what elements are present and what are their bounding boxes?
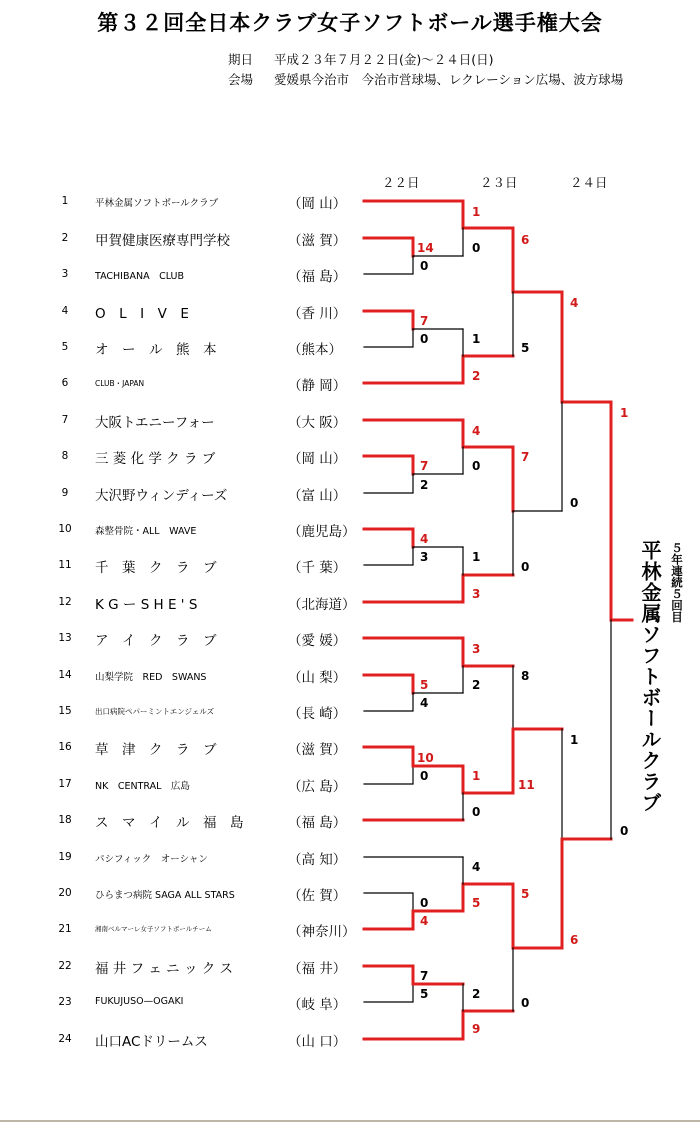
- score-loser: 0: [521, 996, 530, 1010]
- team-name: 福 井 フ ェ ニ ッ ク ス: [95, 961, 234, 977]
- team-name: TACHIBANA CLUB: [95, 271, 185, 282]
- team-number: 18: [58, 814, 72, 826]
- bracket-line: [463, 766, 513, 793]
- venue-label: 会場: [228, 72, 254, 87]
- score-winner: 7: [420, 459, 429, 473]
- score-loser: 1: [472, 550, 481, 564]
- team-prefecture: （福 井）: [288, 961, 347, 977]
- team-number: 9: [61, 487, 69, 499]
- score-winner: 5: [521, 887, 530, 901]
- team-prefecture: （岡 山）: [288, 196, 347, 212]
- score-loser: 5: [420, 987, 429, 1001]
- score-winner: 1: [472, 205, 481, 219]
- bracket-line: [364, 893, 413, 911]
- team-name: 大沢野ウィンディーズ: [95, 488, 228, 504]
- score-winner: 7: [420, 969, 429, 983]
- team-number: 2: [61, 232, 69, 244]
- team-number: 15: [58, 705, 72, 717]
- day-header-24: ２４日: [570, 175, 608, 190]
- bottom-rule: [0, 1120, 700, 1122]
- bracket-line: [463, 356, 513, 383]
- team-number: 1: [61, 195, 69, 207]
- score-winner: 11: [518, 778, 535, 792]
- team-number: 11: [58, 559, 72, 571]
- team-number: 24: [58, 1033, 72, 1045]
- score-winner: 3: [472, 587, 481, 601]
- bracket-line: [463, 420, 513, 447]
- team-name: ひらまつ病院 SAGA ALL STARS: [95, 890, 235, 901]
- team-number: 10: [58, 523, 72, 535]
- score-loser: 4: [472, 860, 481, 874]
- score-winner: 4: [420, 914, 429, 928]
- bracket-line: [463, 1011, 513, 1039]
- team-prefecture: （滋 賀）: [288, 742, 347, 758]
- score-winner: 6: [521, 233, 530, 247]
- team-prefecture: （高 知）: [288, 852, 347, 868]
- tournament-title: 第３２回全日本クラブ女子ソフトボール選手権大会: [97, 10, 603, 35]
- score-winner: 5: [472, 896, 481, 910]
- team-prefecture: （千 葉）: [288, 560, 347, 576]
- score-loser: 0: [420, 259, 429, 273]
- day-header-23: ２３日: [480, 175, 518, 190]
- bracket-line: [364, 547, 413, 565]
- team-number: 23: [58, 996, 72, 1008]
- score-loser: 4: [420, 696, 429, 710]
- team-name: ア イ ク ラ ブ: [95, 633, 217, 649]
- bracket-line: [463, 201, 513, 228]
- bracket-line: [463, 575, 513, 602]
- score-winner: 14: [417, 241, 434, 255]
- team-name: 甲賀健康医療専門学校: [95, 233, 230, 249]
- team-prefecture: （佐 賀）: [288, 888, 347, 904]
- day-header-22: ２２日: [382, 175, 420, 190]
- bracket-line: [364, 456, 413, 474]
- score-loser: 2: [420, 478, 429, 492]
- score-winner: 7: [420, 314, 429, 328]
- team-prefecture: （長 崎）: [288, 706, 347, 722]
- team-name: 山梨学院 RED SWANS: [95, 672, 207, 683]
- score-winner: 4: [420, 532, 429, 546]
- team-prefecture: （大 阪）: [288, 415, 347, 431]
- team-number: 5: [61, 341, 69, 353]
- score-loser: 0: [420, 332, 429, 346]
- score-loser: 8: [521, 669, 530, 683]
- team-prefecture: （岐 阜）: [288, 997, 347, 1013]
- team-number: 20: [58, 887, 72, 899]
- team-name: 三 菱 化 学 ク ラ ブ: [95, 451, 216, 467]
- bracket-line: [463, 638, 513, 666]
- team-number: 6: [61, 377, 69, 389]
- score-winner: 1: [472, 769, 481, 783]
- score-loser: 0: [472, 459, 481, 473]
- champion-name: 平林金属ソフトボールクラブ: [638, 540, 662, 813]
- team-name: K G ー S H E ' S: [95, 597, 198, 613]
- bracket-line: [364, 329, 413, 347]
- team-number: 7: [61, 414, 69, 426]
- score-loser: 0: [472, 805, 481, 819]
- bracket-line: [611, 402, 632, 620]
- score-loser: 0: [420, 769, 429, 783]
- date-value: 平成２３年７月２２日(金)～２４日(日): [274, 52, 494, 67]
- score-loser: 0: [570, 496, 579, 510]
- score-winner: 4: [570, 296, 579, 310]
- team-name: 山口ACドリームス: [95, 1034, 208, 1050]
- team-number: 3: [61, 268, 69, 280]
- team-number: 12: [58, 596, 72, 608]
- score-loser: 2: [472, 987, 481, 1001]
- score-loser: 0: [620, 824, 629, 838]
- team-prefecture: （富 山）: [288, 488, 347, 504]
- team-prefecture: （熊本）: [288, 342, 342, 358]
- score-loser: 5: [521, 341, 530, 355]
- team-number: 8: [61, 450, 69, 462]
- team-number: 4: [61, 305, 69, 317]
- bracket-line: [364, 675, 413, 693]
- score-winner: 7: [521, 450, 530, 464]
- team-name: O L I V E: [95, 306, 189, 322]
- score-loser: 1: [472, 332, 481, 346]
- score-winner: 4: [472, 424, 481, 438]
- team-name: 森整骨院・ALL WAVE: [95, 526, 197, 537]
- champion-note: ５年連続５回目: [670, 542, 684, 623]
- venue-value: 愛媛県今治市 今治市営球場、レクレーション広場、波方球場: [274, 72, 624, 87]
- bracket-line: [364, 238, 413, 256]
- team-name: 平林金属ソフトボールクラブ: [95, 198, 219, 209]
- team-prefecture: （北海道）: [288, 597, 356, 613]
- team-prefecture: （岡 山）: [288, 451, 347, 467]
- team-prefecture: （愛 媛）: [288, 633, 347, 649]
- bracket-line: [364, 984, 413, 1002]
- score-loser: 1: [570, 733, 579, 747]
- team-prefecture: （山 口）: [288, 1034, 347, 1050]
- team-number: 14: [58, 669, 72, 681]
- score-loser: 0: [472, 241, 481, 255]
- score-winner: 6: [570, 933, 579, 947]
- team-name: 千 葉 ク ラ ブ: [95, 560, 217, 576]
- score-winner: 5: [420, 678, 429, 692]
- team-prefecture: （神奈川）: [288, 924, 356, 940]
- bracket-line: [364, 311, 413, 329]
- score-winner: 1: [620, 406, 629, 420]
- team-name: ス マ イ ル 福 島: [95, 815, 244, 831]
- team-prefecture: （広 島）: [288, 779, 347, 795]
- team-prefecture: （山 梨）: [288, 670, 347, 686]
- score-winner: 10: [417, 751, 434, 765]
- bracket-line: [364, 474, 413, 493]
- bracket-line: [364, 529, 413, 547]
- team-prefecture: （福 島）: [288, 269, 347, 285]
- team-number: 21: [58, 923, 72, 935]
- bracket-line: [364, 966, 413, 984]
- team-prefecture: （滋 賀）: [288, 233, 347, 249]
- team-number: 22: [58, 960, 72, 972]
- team-name: FUKUJUSO—OGAKI: [95, 996, 184, 1007]
- bracket-line: [562, 839, 611, 948]
- bracket-line: [463, 884, 513, 911]
- bracket-line: [364, 256, 413, 274]
- team-prefecture: （鹿児島）: [288, 524, 356, 540]
- team-name: NK CENTRAL 広島: [95, 781, 190, 792]
- score-winner: 2: [472, 369, 481, 383]
- team-name: パシフィック オーシャン: [95, 854, 208, 865]
- bracket-line: [364, 911, 413, 929]
- team-number: 19: [58, 851, 72, 863]
- team-name: 湘南ベルマーレ女子ソフトボールチーム: [95, 925, 212, 933]
- team-number: 16: [58, 741, 72, 753]
- team-number: 13: [58, 632, 72, 644]
- bracket-line: [364, 747, 413, 766]
- score-winner: 3: [472, 642, 481, 656]
- bracket-line: [364, 766, 413, 784]
- team-name: 出口病院ペパーミントエンジェルズ: [95, 707, 215, 716]
- team-name: CLUB・JAPAN: [95, 379, 145, 388]
- team-number: 17: [58, 778, 72, 790]
- team-name: オ ー ル 熊 本: [95, 342, 217, 358]
- score-loser: 2: [472, 678, 481, 692]
- score-loser: 0: [420, 896, 429, 910]
- team-prefecture: （福 島）: [288, 815, 347, 831]
- team-prefecture: （静 岡）: [288, 378, 347, 394]
- score-winner: 9: [472, 1022, 481, 1036]
- bracket-line: [364, 693, 413, 711]
- date-label: 期日: [228, 52, 254, 67]
- score-loser: 3: [420, 550, 429, 564]
- score-loser: 0: [521, 560, 530, 574]
- team-name: 草 津 ク ラ ブ: [95, 742, 217, 758]
- team-prefecture: （香 川）: [288, 306, 347, 322]
- team-name: 大阪トエニーフォー: [95, 415, 215, 431]
